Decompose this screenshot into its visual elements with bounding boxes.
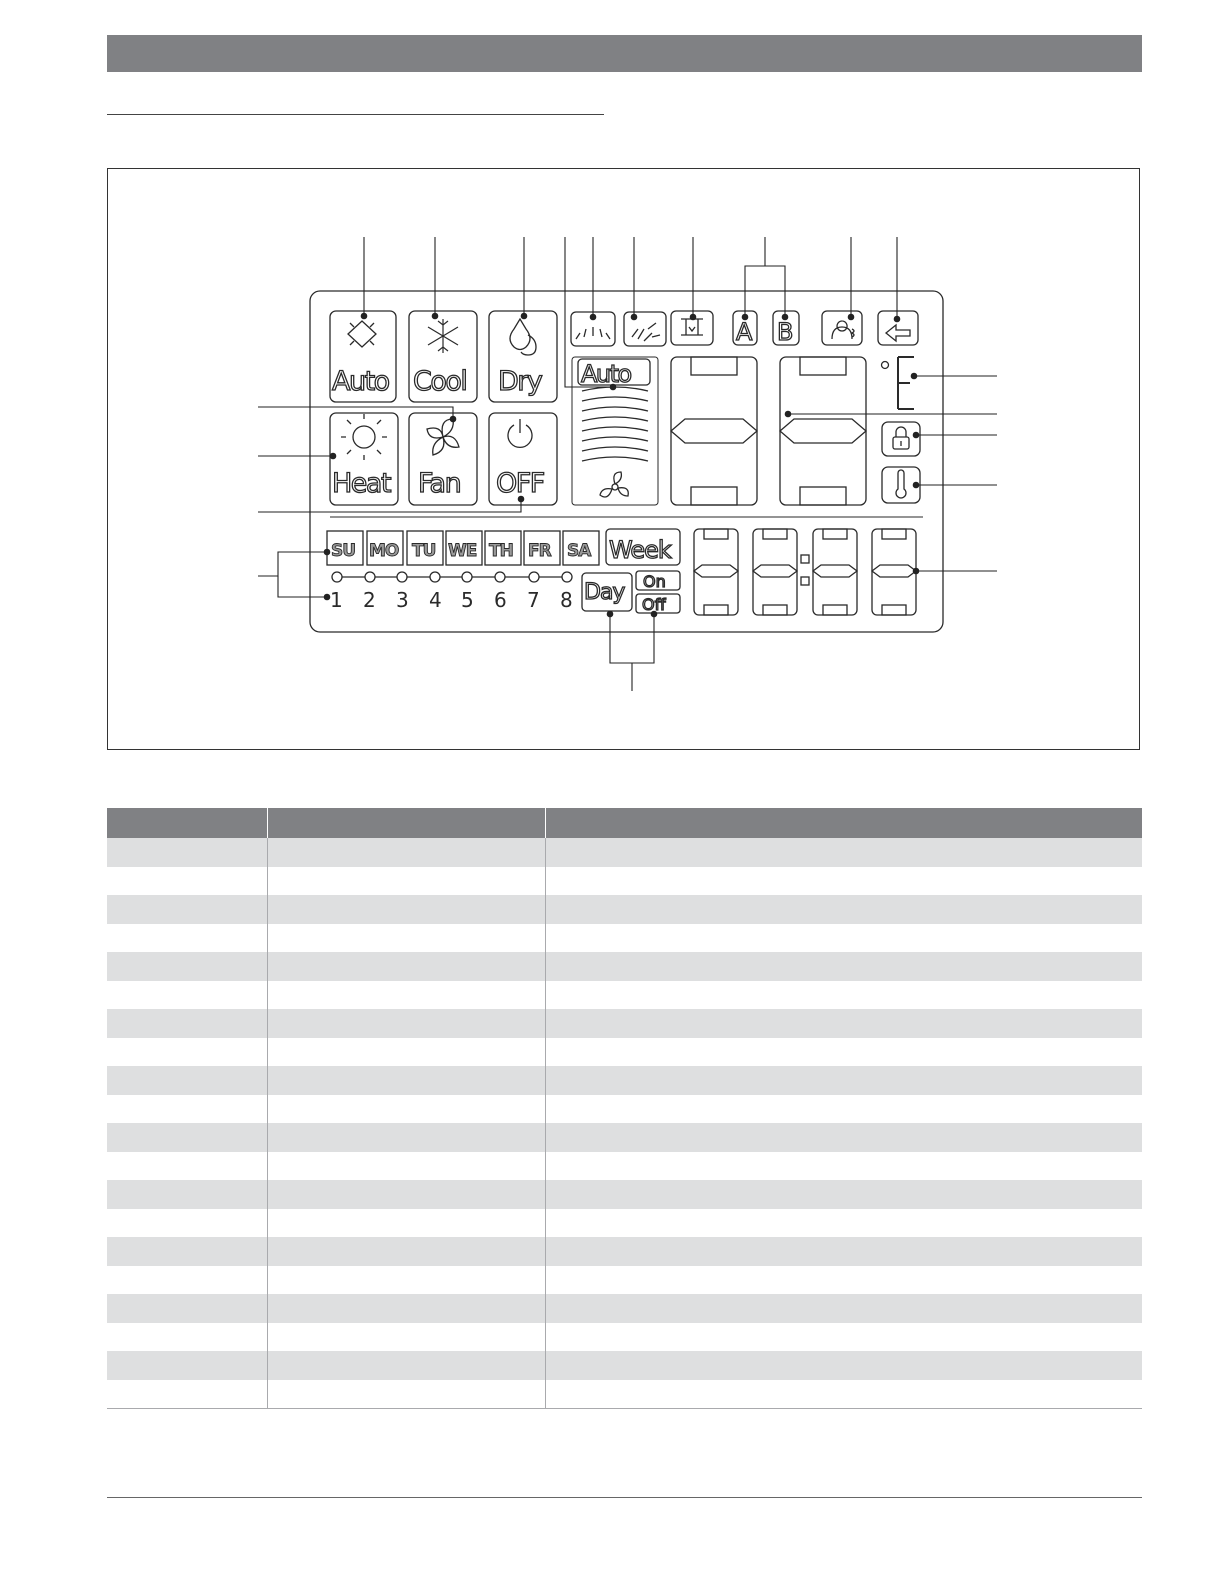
- table-row: [107, 867, 1142, 896]
- clock-digit-4: [872, 529, 916, 615]
- table-row: [107, 1095, 1142, 1124]
- program-timeline: [332, 572, 572, 582]
- table-cell: [545, 1009, 1142, 1038]
- table-row: [107, 1237, 1142, 1266]
- table-cell: [107, 1180, 267, 1209]
- clock-digit-1: [694, 529, 738, 615]
- table-cell: [107, 1038, 267, 1067]
- table-row: [107, 1380, 1142, 1409]
- table-cell: [107, 1380, 267, 1409]
- table-cell: [267, 1180, 545, 1209]
- table-row: [107, 1038, 1142, 1067]
- temperature-digit-2: [780, 357, 866, 505]
- table-cell: [545, 895, 1142, 924]
- water-drops-icon: [510, 319, 536, 355]
- day-label: Day: [584, 580, 625, 605]
- zone-a-label: A: [736, 318, 753, 346]
- snowflake-icon: [428, 319, 458, 353]
- table-cell: [267, 1380, 545, 1409]
- table-cell: [107, 924, 267, 953]
- table-cell: [545, 867, 1142, 896]
- fan-speed-bars: [582, 387, 648, 461]
- day-label-fr: FR: [528, 541, 551, 561]
- sun-icon: [341, 414, 387, 460]
- table-row: [107, 924, 1142, 953]
- footer-rule: [107, 1497, 1142, 1498]
- filter-icon: [681, 319, 703, 335]
- table-cell: [545, 1237, 1142, 1266]
- table-cell: [267, 1095, 545, 1124]
- table-row: [107, 1209, 1142, 1238]
- mode-label-off: OFF: [496, 468, 544, 499]
- program-number-1: 1: [330, 588, 343, 612]
- table-cell: [545, 1038, 1142, 1067]
- thermometer-icon: [896, 470, 906, 498]
- occupancy-icon-box: [822, 311, 862, 345]
- table-cell: [107, 1294, 267, 1323]
- table-cell: [267, 1209, 545, 1238]
- lock-icon: [893, 427, 909, 449]
- table-cell: [267, 867, 545, 896]
- table-cell: [107, 1266, 267, 1295]
- table-cell: [267, 1009, 545, 1038]
- table-cell: [267, 1237, 545, 1266]
- mode-label-auto: Auto: [332, 366, 389, 397]
- table-cell: [107, 1095, 267, 1124]
- table-row: [107, 895, 1142, 924]
- table-cell: [267, 1323, 545, 1352]
- program-number-5: 5: [461, 588, 474, 612]
- table-cell: [267, 1266, 545, 1295]
- header-cell-description: [545, 808, 1142, 838]
- table-cell: [267, 1351, 545, 1380]
- table-cell: [545, 1152, 1142, 1181]
- on-label: On: [643, 572, 666, 591]
- zone-b-label: B: [777, 318, 794, 346]
- table-cell: [545, 1323, 1142, 1352]
- callout-leaders: [258, 237, 997, 691]
- table-row: [107, 1180, 1142, 1209]
- table-row: [107, 1294, 1142, 1323]
- day-label-tu: TU: [412, 541, 436, 561]
- clock-colon-bottom: [801, 577, 809, 585]
- occupancy-sensor-icon: [832, 321, 854, 339]
- table-cell: [545, 1266, 1142, 1295]
- clock-digit-2: [753, 529, 797, 615]
- table-row: [107, 1123, 1142, 1152]
- follow-me-icon-box: [878, 311, 918, 345]
- fan-speed-fan-icon: [600, 472, 628, 497]
- table-cell: [267, 1294, 545, 1323]
- table-cell: [107, 1123, 267, 1152]
- fan-icon: [427, 419, 459, 455]
- lcd-display-diagram: [108, 169, 1139, 749]
- off-label: Off: [642, 595, 666, 614]
- section-title-rule: [107, 114, 604, 115]
- table-cell: [107, 1152, 267, 1181]
- table-cell: [545, 1123, 1142, 1152]
- table-cell: [107, 981, 267, 1010]
- mode-label-heat: Heat: [332, 468, 391, 499]
- table-cell: [545, 924, 1142, 953]
- table-row: [107, 952, 1142, 981]
- day-label-we: WE: [448, 541, 477, 561]
- clock-digit-3: [813, 529, 857, 615]
- mode-label-fan: Fan: [418, 468, 461, 499]
- temperature-digit-1: [671, 357, 757, 505]
- table-cell: [545, 1209, 1142, 1238]
- page-header-bar: [107, 35, 1142, 72]
- follow-me-icon: [886, 325, 910, 341]
- table-cell: [545, 1095, 1142, 1124]
- header-cell-icon: [267, 808, 545, 838]
- table-cell: [107, 1209, 267, 1238]
- fahrenheit-unit: [898, 357, 914, 409]
- legend-table-header: [107, 808, 1142, 838]
- filter-icon-box: [671, 311, 713, 345]
- fan-speed-auto-label: Auto: [581, 360, 631, 388]
- lcd-figure-frame: [107, 168, 1140, 750]
- mode-label-cool: Cool: [413, 366, 467, 397]
- table-cell: [545, 1066, 1142, 1095]
- table-cell: [107, 867, 267, 896]
- table-row: [107, 1152, 1142, 1181]
- table-cell: [545, 1380, 1142, 1409]
- degree-icon: [882, 362, 889, 369]
- day-label-su: SU: [331, 541, 356, 561]
- table-cell: [267, 1038, 545, 1067]
- program-number-8: 8: [560, 588, 573, 612]
- swing-vertical-icon: [632, 323, 660, 341]
- legend-table-body: [107, 838, 1142, 1409]
- table-cell: [545, 838, 1142, 867]
- table-row: [107, 1351, 1142, 1380]
- day-label-mo: MO: [369, 541, 399, 561]
- table-cell: [267, 1066, 545, 1095]
- table-cell: [267, 1152, 545, 1181]
- table-row: [107, 838, 1142, 867]
- swing-horizontal-icon: [576, 327, 610, 339]
- table-cell: [267, 952, 545, 981]
- table-cell: [107, 952, 267, 981]
- program-number-6: 6: [494, 588, 507, 612]
- table-row: [107, 1323, 1142, 1352]
- table-cell: [545, 981, 1142, 1010]
- program-number-3: 3: [396, 588, 409, 612]
- table-row: [107, 1066, 1142, 1095]
- mode-label-dry: Dry: [498, 366, 542, 397]
- table-cell: [545, 1351, 1142, 1380]
- table-cell: [545, 952, 1142, 981]
- table-row: [107, 981, 1142, 1010]
- table-cell: [267, 838, 545, 867]
- legend-table: [107, 808, 1142, 1409]
- day-label-th: TH: [489, 541, 513, 561]
- table-cell: [267, 895, 545, 924]
- header-cell-number: [107, 808, 267, 838]
- table-cell: [107, 895, 267, 924]
- program-number-4: 4: [429, 588, 442, 612]
- table-cell: [107, 838, 267, 867]
- table-row: [107, 1009, 1142, 1038]
- power-icon: [508, 419, 532, 447]
- program-number-2: 2: [363, 588, 376, 612]
- table-cell: [107, 1066, 267, 1095]
- table-cell: [107, 1351, 267, 1380]
- clock-colon-top: [801, 555, 809, 563]
- program-number-7: 7: [527, 588, 540, 612]
- table-cell: [267, 1123, 545, 1152]
- table-cell: [107, 1237, 267, 1266]
- table-cell: [107, 1323, 267, 1352]
- table-cell: [545, 1294, 1142, 1323]
- day-label-sa: SA: [567, 541, 591, 561]
- table-cell: [267, 924, 545, 953]
- table-cell: [267, 981, 545, 1010]
- recycle-arrows-icon: [348, 321, 376, 347]
- week-label: Week: [609, 536, 671, 564]
- table-cell: [107, 1009, 267, 1038]
- table-cell: [545, 1180, 1142, 1209]
- table-row: [107, 1266, 1142, 1295]
